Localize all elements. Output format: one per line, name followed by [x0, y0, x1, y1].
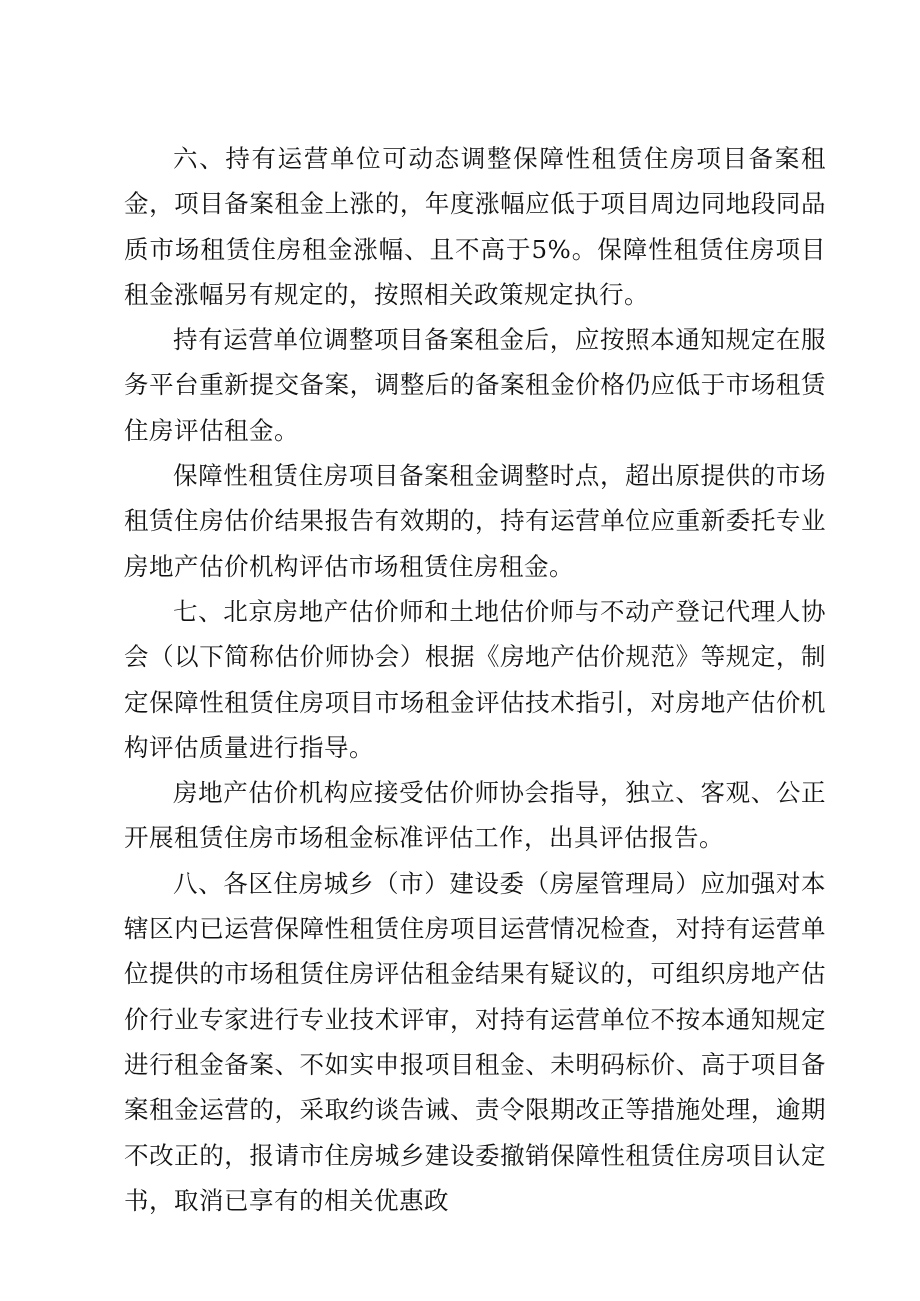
paragraph-6-filing-adjustment: 持有运营单位调整项目备案租金后，应按照本通知规定在服务平台重新提交备案，调整后的备案租金价格仍应低于市场租赁住房评估租金。 [124, 325, 826, 445]
document-body [124, 136, 826, 1223]
paragraph-7-appraisal-agencies: 房地产估价机构应接受估价师协会指导，独立、客观、公正开展租赁住房市场租金标准评估工作，出具评估报告。 [124, 778, 826, 853]
paragraph-6-reappraisal: 保障性租赁住房项目备案租金调整时点，超出原提供的市场租赁住房估价结果报告有效期的，持有运营单位应重新委托专业房地产估价机构评估市场租赁住房租金。 [124, 461, 826, 581]
paragraph-6: 六、持有运营单位可动态调整保障性租赁住房项目备案租金，项目备案租金上涨的，年度涨幅应低于项目周边同地段同品质市场租赁住房租金涨幅、且不高于5%。保障性租赁住房项目租金涨幅另有规定的，按照相关政策规定执行。 [124, 144, 826, 309]
paragraph-7: 七、北京房地产估价师和土地估价师与不动产登记代理人协会（以下简称估价师协会）根据《房地产估价规范》等规定，制定保障性租赁住房项目市场租金评估技术指引，对房地产估价机构评估质量进行指导。 [124, 596, 826, 762]
paragraph-8: 八、各区住房城乡（市）建设委（房屋管理局）应加强对本辖区内已运营保障性租赁住房项目运营情况检查，对持有运营单位提供的市场租赁住房评估租金结果有疑议的，可组织房地产估价行业专家进行专业技术评审，对持有运营单位不按本通知规定进行租金备案、不如实申报项目租金、未明码标价、高于项目备案租金运营的，采取约谈告诫、责令限期改正等措施处理，逾期不改正的，报请市住房城乡建设委撤销保障性租赁住房项目认定书，取消已享有的相关优惠政 [124, 868, 826, 1215]
